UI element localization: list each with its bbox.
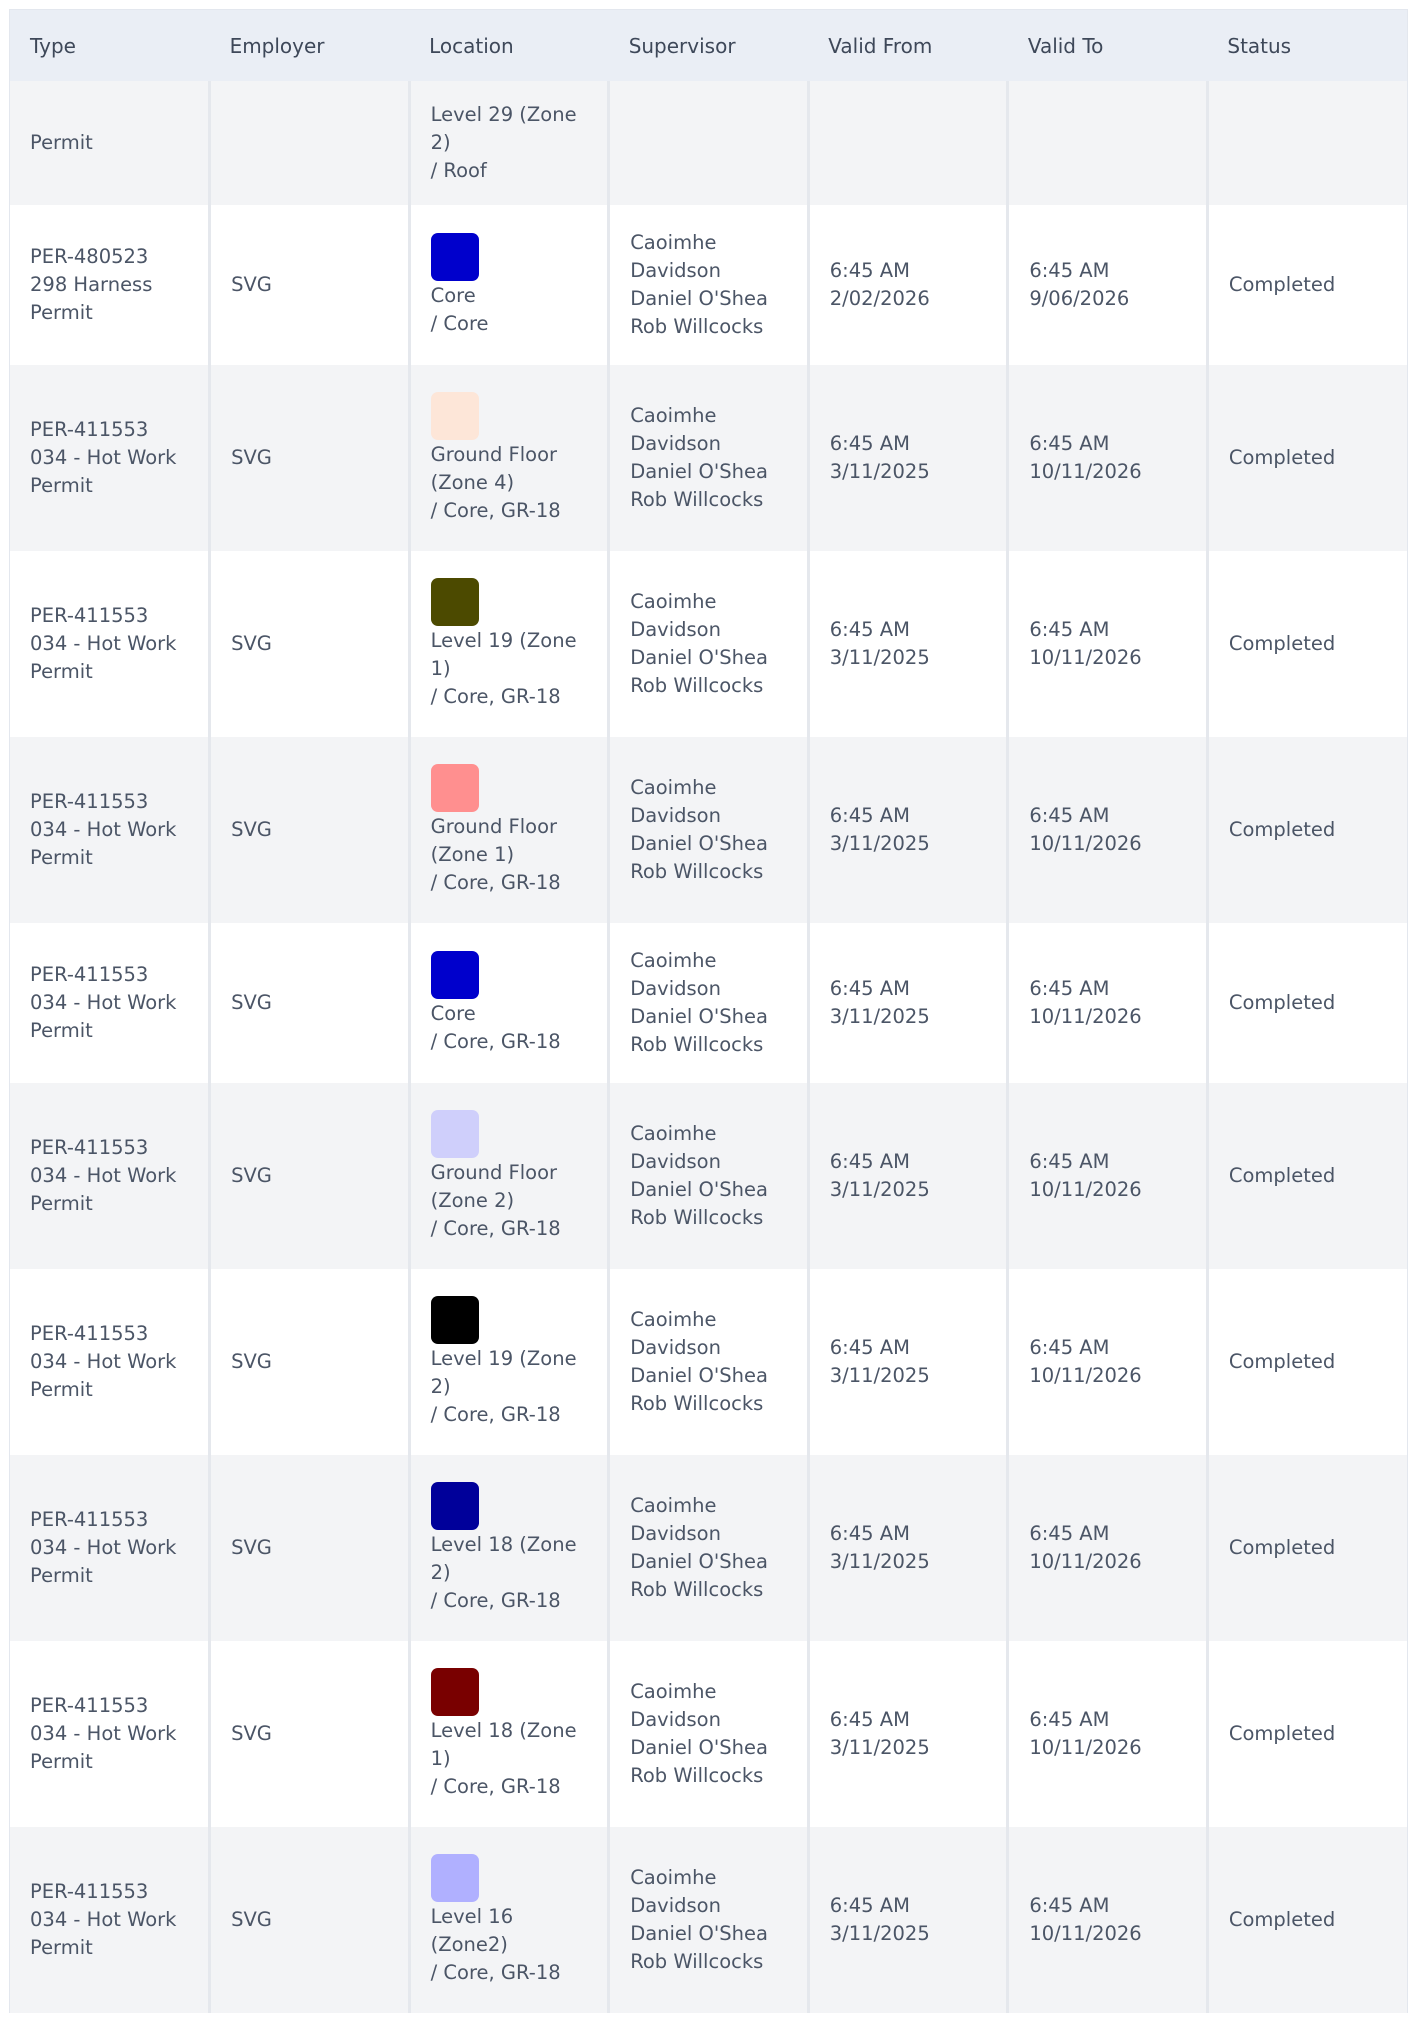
supervisor-line: Daniel O'Shea [630, 1178, 768, 1201]
location-color-swatch [431, 1110, 479, 1158]
column-header-location[interactable]: Location [429, 33, 514, 58]
supervisor-cell [609, 1455, 809, 1641]
supervisor-line: Caoimhe [630, 949, 717, 972]
supervisor-line: Caoimhe [630, 231, 717, 254]
type-cell [10, 365, 210, 551]
valid-from-line: 3/11/2025 [829, 1736, 930, 1759]
type-line: PER-411553 [30, 418, 149, 441]
valid-to-cell [1008, 81, 1208, 205]
valid-from-line: 6:45 AM [829, 1336, 910, 1359]
supervisor-cell [609, 365, 809, 551]
valid-to-line: 6:45 AM [1029, 804, 1110, 827]
valid-from-line: 6:45 AM [829, 804, 910, 827]
location-color-swatch [431, 1668, 479, 1716]
valid-from-line: 6:45 AM [829, 1894, 910, 1917]
supervisor-line: Rob Willcocks [630, 488, 764, 511]
type-line: PER-411553 [30, 963, 149, 986]
supervisor-line: Daniel O'Shea [630, 460, 768, 483]
location-line: (Zone2) [430, 1932, 508, 1956]
valid-to-line: 10/11/2026 [1029, 1736, 1142, 1759]
location-cell [409, 1827, 609, 2013]
location-color-swatch [431, 1482, 479, 1530]
supervisor-line: Davidson [630, 1708, 721, 1731]
supervisor-line: Caoimhe [630, 1122, 717, 1145]
type-line: Permit [30, 1019, 93, 1042]
employer-cell [210, 81, 410, 205]
column-header-supervisor[interactable]: Supervisor [628, 33, 736, 58]
employer-cell: SVG [210, 1827, 410, 2013]
supervisor-line: Caoimhe [630, 590, 717, 613]
valid-from-line: 3/11/2025 [829, 832, 930, 855]
valid-to-line: 10/11/2026 [1029, 1922, 1142, 1945]
location-color-swatch [431, 764, 479, 812]
table-row[interactable] [10, 81, 1407, 205]
status-cell [1207, 81, 1407, 205]
location-color-swatch [431, 1296, 479, 1344]
status-cell: Completed [1207, 205, 1407, 365]
supervisor-cell [609, 737, 809, 923]
type-cell [10, 1083, 210, 1269]
valid-to-line: 6:45 AM [1029, 977, 1110, 1000]
permits-table [10, 10, 1407, 2013]
type-line: 034 - Hot Work [30, 1164, 177, 1187]
supervisor-line: Daniel O'Shea [630, 287, 768, 310]
supervisor-line: Caoimhe [630, 776, 717, 799]
valid-to-line: 10/11/2026 [1029, 1550, 1142, 1573]
type-cell [10, 1455, 210, 1641]
type-line: 298 Harness [30, 273, 153, 296]
supervisor-line: Rob Willcocks [630, 1578, 764, 1601]
location-line: / Core [430, 311, 489, 335]
valid-to-line: 6:45 AM [1029, 1336, 1110, 1359]
location-line: / Core, GR-18 [430, 870, 561, 894]
valid-to-line: 6:45 AM [1029, 1150, 1110, 1173]
type-cell [10, 923, 210, 1083]
type-cell [10, 1827, 210, 2013]
type-line: Permit [30, 1378, 93, 1401]
location-cell [409, 737, 609, 923]
valid-from-cell [808, 1455, 1008, 1641]
supervisor-line: Caoimhe [630, 404, 717, 427]
supervisor-line: Rob Willcocks [630, 315, 764, 338]
valid-from-line: 2/02/2026 [829, 287, 930, 310]
type-line: PER-411553 [30, 790, 149, 813]
valid-to-line: 10/11/2026 [1029, 832, 1142, 855]
employer-cell: SVG [210, 1455, 410, 1641]
status-cell: Completed [1207, 737, 1407, 923]
status-cell: Completed [1207, 1083, 1407, 1269]
table-row[interactable] [10, 923, 1407, 1083]
table-header [10, 10, 1407, 81]
location-line: Level 16 [430, 1904, 514, 1928]
type-line: PER-411553 [30, 1508, 149, 1531]
location-line: / Core, GR-18 [430, 1402, 561, 1426]
supervisor-line: Davidson [630, 977, 721, 1000]
location-color-swatch [431, 951, 479, 999]
table-row[interactable] [10, 1269, 1407, 1455]
table-row[interactable] [10, 1083, 1407, 1269]
supervisor-line: Daniel O'Shea [630, 1736, 768, 1759]
employer-cell: SVG [210, 1641, 410, 1827]
location-color-swatch [431, 1854, 479, 1902]
type-line: Permit [30, 474, 93, 497]
permits-table-container [9, 9, 1408, 2013]
valid-from-line: 3/11/2025 [829, 1178, 930, 1201]
location-cell [409, 923, 609, 1083]
location-line: 2) [430, 131, 451, 154]
valid-to-cell [1008, 1083, 1208, 1269]
supervisor-cell [609, 1269, 809, 1455]
supervisor-cell [609, 1641, 809, 1827]
valid-from-cell [808, 81, 1008, 205]
supervisor-line: Daniel O'Shea [630, 1005, 768, 1028]
valid-from-line: 3/11/2025 [829, 1005, 930, 1028]
supervisor-line: Davidson [630, 1894, 721, 1917]
supervisor-line: Caoimhe [630, 1308, 717, 1331]
status-cell: Completed [1207, 551, 1407, 737]
valid-to-cell [1008, 1269, 1208, 1455]
location-line: / Core, GR-18 [430, 498, 561, 522]
column-header-employer[interactable]: Employer [229, 33, 325, 58]
location-line: Level 29 (Zone [430, 103, 577, 126]
supervisor-line: Rob Willcocks [630, 674, 764, 697]
location-cell [409, 365, 609, 551]
valid-from-cell [808, 1641, 1008, 1827]
type-line: 034 - Hot Work [30, 1536, 177, 1559]
valid-from-line: 3/11/2025 [829, 1364, 930, 1387]
valid-to-line: 6:45 AM [1029, 432, 1110, 455]
supervisor-line: Daniel O'Shea [630, 832, 768, 855]
valid-to-cell [1008, 1827, 1208, 2013]
supervisor-line: Daniel O'Shea [630, 646, 768, 669]
location-line: Ground Floor [430, 442, 558, 466]
type-line: PER-411553 [30, 1694, 149, 1717]
status-cell: Completed [1207, 1455, 1407, 1641]
type-cell [10, 1269, 210, 1455]
valid-to-line: 9/06/2026 [1029, 287, 1130, 310]
type-line: Permit [30, 131, 93, 154]
type-line: Permit [30, 660, 93, 683]
table-body [10, 81, 1407, 2013]
valid-from-line: 6:45 AM [829, 1150, 910, 1173]
type-line: PER-480523 [30, 245, 149, 268]
location-line: 1) [430, 656, 451, 680]
valid-from-cell [808, 1827, 1008, 2013]
location-line: Core [430, 1001, 476, 1025]
supervisor-line: Daniel O'Shea [630, 1364, 768, 1387]
employer-cell: SVG [210, 1083, 410, 1269]
type-line: Permit [30, 1936, 93, 1959]
location-line: (Zone 2) [430, 1188, 515, 1212]
location-line: Ground Floor [430, 1160, 558, 1184]
type-line: 034 - Hot Work [30, 818, 177, 841]
valid-to-cell [1008, 923, 1208, 1083]
location-line: 1) [430, 1746, 451, 1770]
type-line: Permit [30, 846, 93, 869]
valid-to-cell [1008, 551, 1208, 737]
table-row[interactable] [10, 1455, 1407, 1641]
location-line: Level 19 (Zone [430, 628, 577, 652]
type-line: 034 - Hot Work [30, 446, 177, 469]
valid-to-cell [1008, 1641, 1208, 1827]
table-row[interactable] [10, 1641, 1407, 1827]
valid-from-cell [808, 1083, 1008, 1269]
employer-cell: SVG [210, 205, 410, 365]
table-row[interactable] [10, 1827, 1407, 2013]
valid-to-line: 10/11/2026 [1029, 646, 1142, 669]
supervisor-line: Rob Willcocks [630, 1764, 764, 1787]
valid-from-cell [808, 1269, 1008, 1455]
supervisor-cell [609, 205, 809, 365]
valid-from-cell [808, 923, 1008, 1083]
status-cell: Completed [1207, 365, 1407, 551]
supervisor-line: Davidson [630, 618, 721, 641]
location-cell [409, 81, 609, 205]
supervisor-line: Daniel O'Shea [630, 1550, 768, 1573]
valid-to-cell [1008, 1455, 1208, 1641]
supervisor-line: Rob Willcocks [630, 1206, 764, 1229]
valid-from-line: 3/11/2025 [829, 646, 930, 669]
location-line: Level 18 (Zone [430, 1718, 577, 1742]
status-cell: Completed [1207, 1827, 1407, 2013]
supervisor-cell [609, 1083, 809, 1269]
type-line: Permit [30, 301, 93, 324]
type-line: Permit [30, 1192, 93, 1215]
supervisor-line: Davidson [630, 432, 721, 455]
supervisor-line: Davidson [630, 259, 721, 282]
location-line: / Core, GR-18 [430, 1774, 561, 1798]
type-line: Permit [30, 1750, 93, 1773]
valid-to-line: 6:45 AM [1029, 1708, 1110, 1731]
valid-from-line: 6:45 AM [829, 259, 910, 282]
type-line: 034 - Hot Work [30, 1722, 177, 1745]
employer-cell: SVG [210, 737, 410, 923]
valid-from-cell [808, 551, 1008, 737]
supervisor-cell [609, 81, 809, 205]
location-line: / Core, GR-18 [430, 1960, 561, 1984]
table-row[interactable] [10, 737, 1407, 923]
supervisor-line: Rob Willcocks [630, 1950, 764, 1973]
type-line: PER-411553 [30, 1880, 149, 1903]
employer-cell: SVG [210, 923, 410, 1083]
supervisor-line: Rob Willcocks [630, 860, 764, 883]
type-line: 034 - Hot Work [30, 991, 177, 1014]
supervisor-cell [609, 923, 809, 1083]
location-line: 2) [430, 1560, 451, 1584]
valid-to-line: 6:45 AM [1029, 1522, 1110, 1545]
type-cell [10, 1641, 210, 1827]
supervisor-line: Davidson [630, 1522, 721, 1545]
valid-from-line: 3/11/2025 [829, 1550, 930, 1573]
type-cell [10, 81, 210, 205]
status-cell: Completed [1207, 923, 1407, 1083]
location-line: / Roof [430, 159, 487, 182]
location-cell [409, 1269, 609, 1455]
valid-from-line: 6:45 AM [829, 618, 910, 641]
location-line: / Core, GR-18 [430, 1216, 561, 1240]
location-color-swatch [431, 578, 479, 626]
location-color-swatch [431, 233, 479, 281]
column-header-status[interactable]: Status [1227, 33, 1292, 58]
table-row[interactable] [10, 551, 1407, 737]
type-line: 034 - Hot Work [30, 1908, 177, 1931]
valid-to-line: 6:45 AM [1029, 259, 1110, 282]
location-line: Level 19 (Zone [430, 1346, 577, 1370]
supervisor-line: Caoimhe [630, 1866, 717, 1889]
supervisor-line: Caoimhe [630, 1680, 717, 1703]
column-header-valid-to[interactable]: Valid To [1027, 33, 1104, 58]
column-header-valid-from[interactable]: Valid From [828, 33, 933, 58]
type-cell [10, 205, 210, 365]
valid-from-line: 3/11/2025 [829, 1922, 930, 1945]
valid-to-line: 10/11/2026 [1029, 1178, 1142, 1201]
supervisor-line: Rob Willcocks [630, 1033, 764, 1056]
supervisor-line: Davidson [630, 804, 721, 827]
valid-to-cell [1008, 737, 1208, 923]
type-line: PER-411553 [30, 604, 149, 627]
valid-to-line: 6:45 AM [1029, 618, 1110, 641]
type-line: PER-411553 [30, 1136, 149, 1159]
supervisor-line: Daniel O'Shea [630, 1922, 768, 1945]
supervisor-cell [609, 551, 809, 737]
valid-from-line: 6:45 AM [829, 977, 910, 1000]
location-line: Core [430, 283, 476, 307]
type-cell [10, 551, 210, 737]
employer-cell: SVG [210, 551, 410, 737]
employer-cell: SVG [210, 1269, 410, 1455]
supervisor-line: Davidson [630, 1336, 721, 1359]
location-line: (Zone 1) [430, 842, 515, 866]
supervisor-cell [609, 1827, 809, 2013]
valid-to-line: 10/11/2026 [1029, 1005, 1142, 1028]
supervisor-line: Rob Willcocks [630, 1392, 764, 1415]
type-line: 034 - Hot Work [30, 632, 177, 655]
location-color-swatch [431, 392, 479, 440]
valid-from-line: 6:45 AM [829, 1522, 910, 1545]
location-cell [409, 1641, 609, 1827]
valid-to-line: 10/11/2026 [1029, 1364, 1142, 1387]
table-row[interactable] [10, 365, 1407, 551]
valid-to-cell [1008, 205, 1208, 365]
supervisor-line: Davidson [630, 1150, 721, 1173]
location-cell [409, 205, 609, 365]
valid-to-line: 6:45 AM [1029, 1894, 1110, 1917]
valid-from-line: 3/11/2025 [829, 460, 930, 483]
location-cell [409, 1455, 609, 1641]
type-line: PER-411553 [30, 1322, 149, 1345]
type-cell [10, 737, 210, 923]
column-header-type[interactable]: Type [30, 33, 76, 58]
location-line: / Core, GR-18 [430, 1029, 561, 1053]
location-line: Level 18 (Zone [430, 1532, 577, 1556]
type-line: Permit [30, 1564, 93, 1587]
status-cell: Completed [1207, 1641, 1407, 1827]
valid-from-cell [808, 205, 1008, 365]
valid-from-line: 6:45 AM [829, 1708, 910, 1731]
type-line: 034 - Hot Work [30, 1350, 177, 1373]
location-cell [409, 1083, 609, 1269]
location-line: (Zone 4) [430, 470, 515, 494]
valid-to-cell [1008, 365, 1208, 551]
valid-from-cell [808, 737, 1008, 923]
table-row[interactable] [10, 205, 1407, 365]
status-cell: Completed [1207, 1269, 1407, 1455]
location-line: Ground Floor [430, 814, 558, 838]
valid-from-cell [808, 365, 1008, 551]
table-header-row [10, 10, 1407, 81]
employer-cell: SVG [210, 365, 410, 551]
location-line: 2) [430, 1374, 451, 1398]
location-line: / Core, GR-18 [430, 1588, 561, 1612]
valid-from-line: 6:45 AM [829, 432, 910, 455]
supervisor-line: Caoimhe [630, 1494, 717, 1517]
valid-to-line: 10/11/2026 [1029, 460, 1142, 483]
location-cell [409, 551, 609, 737]
location-line: / Core, GR-18 [430, 684, 561, 708]
